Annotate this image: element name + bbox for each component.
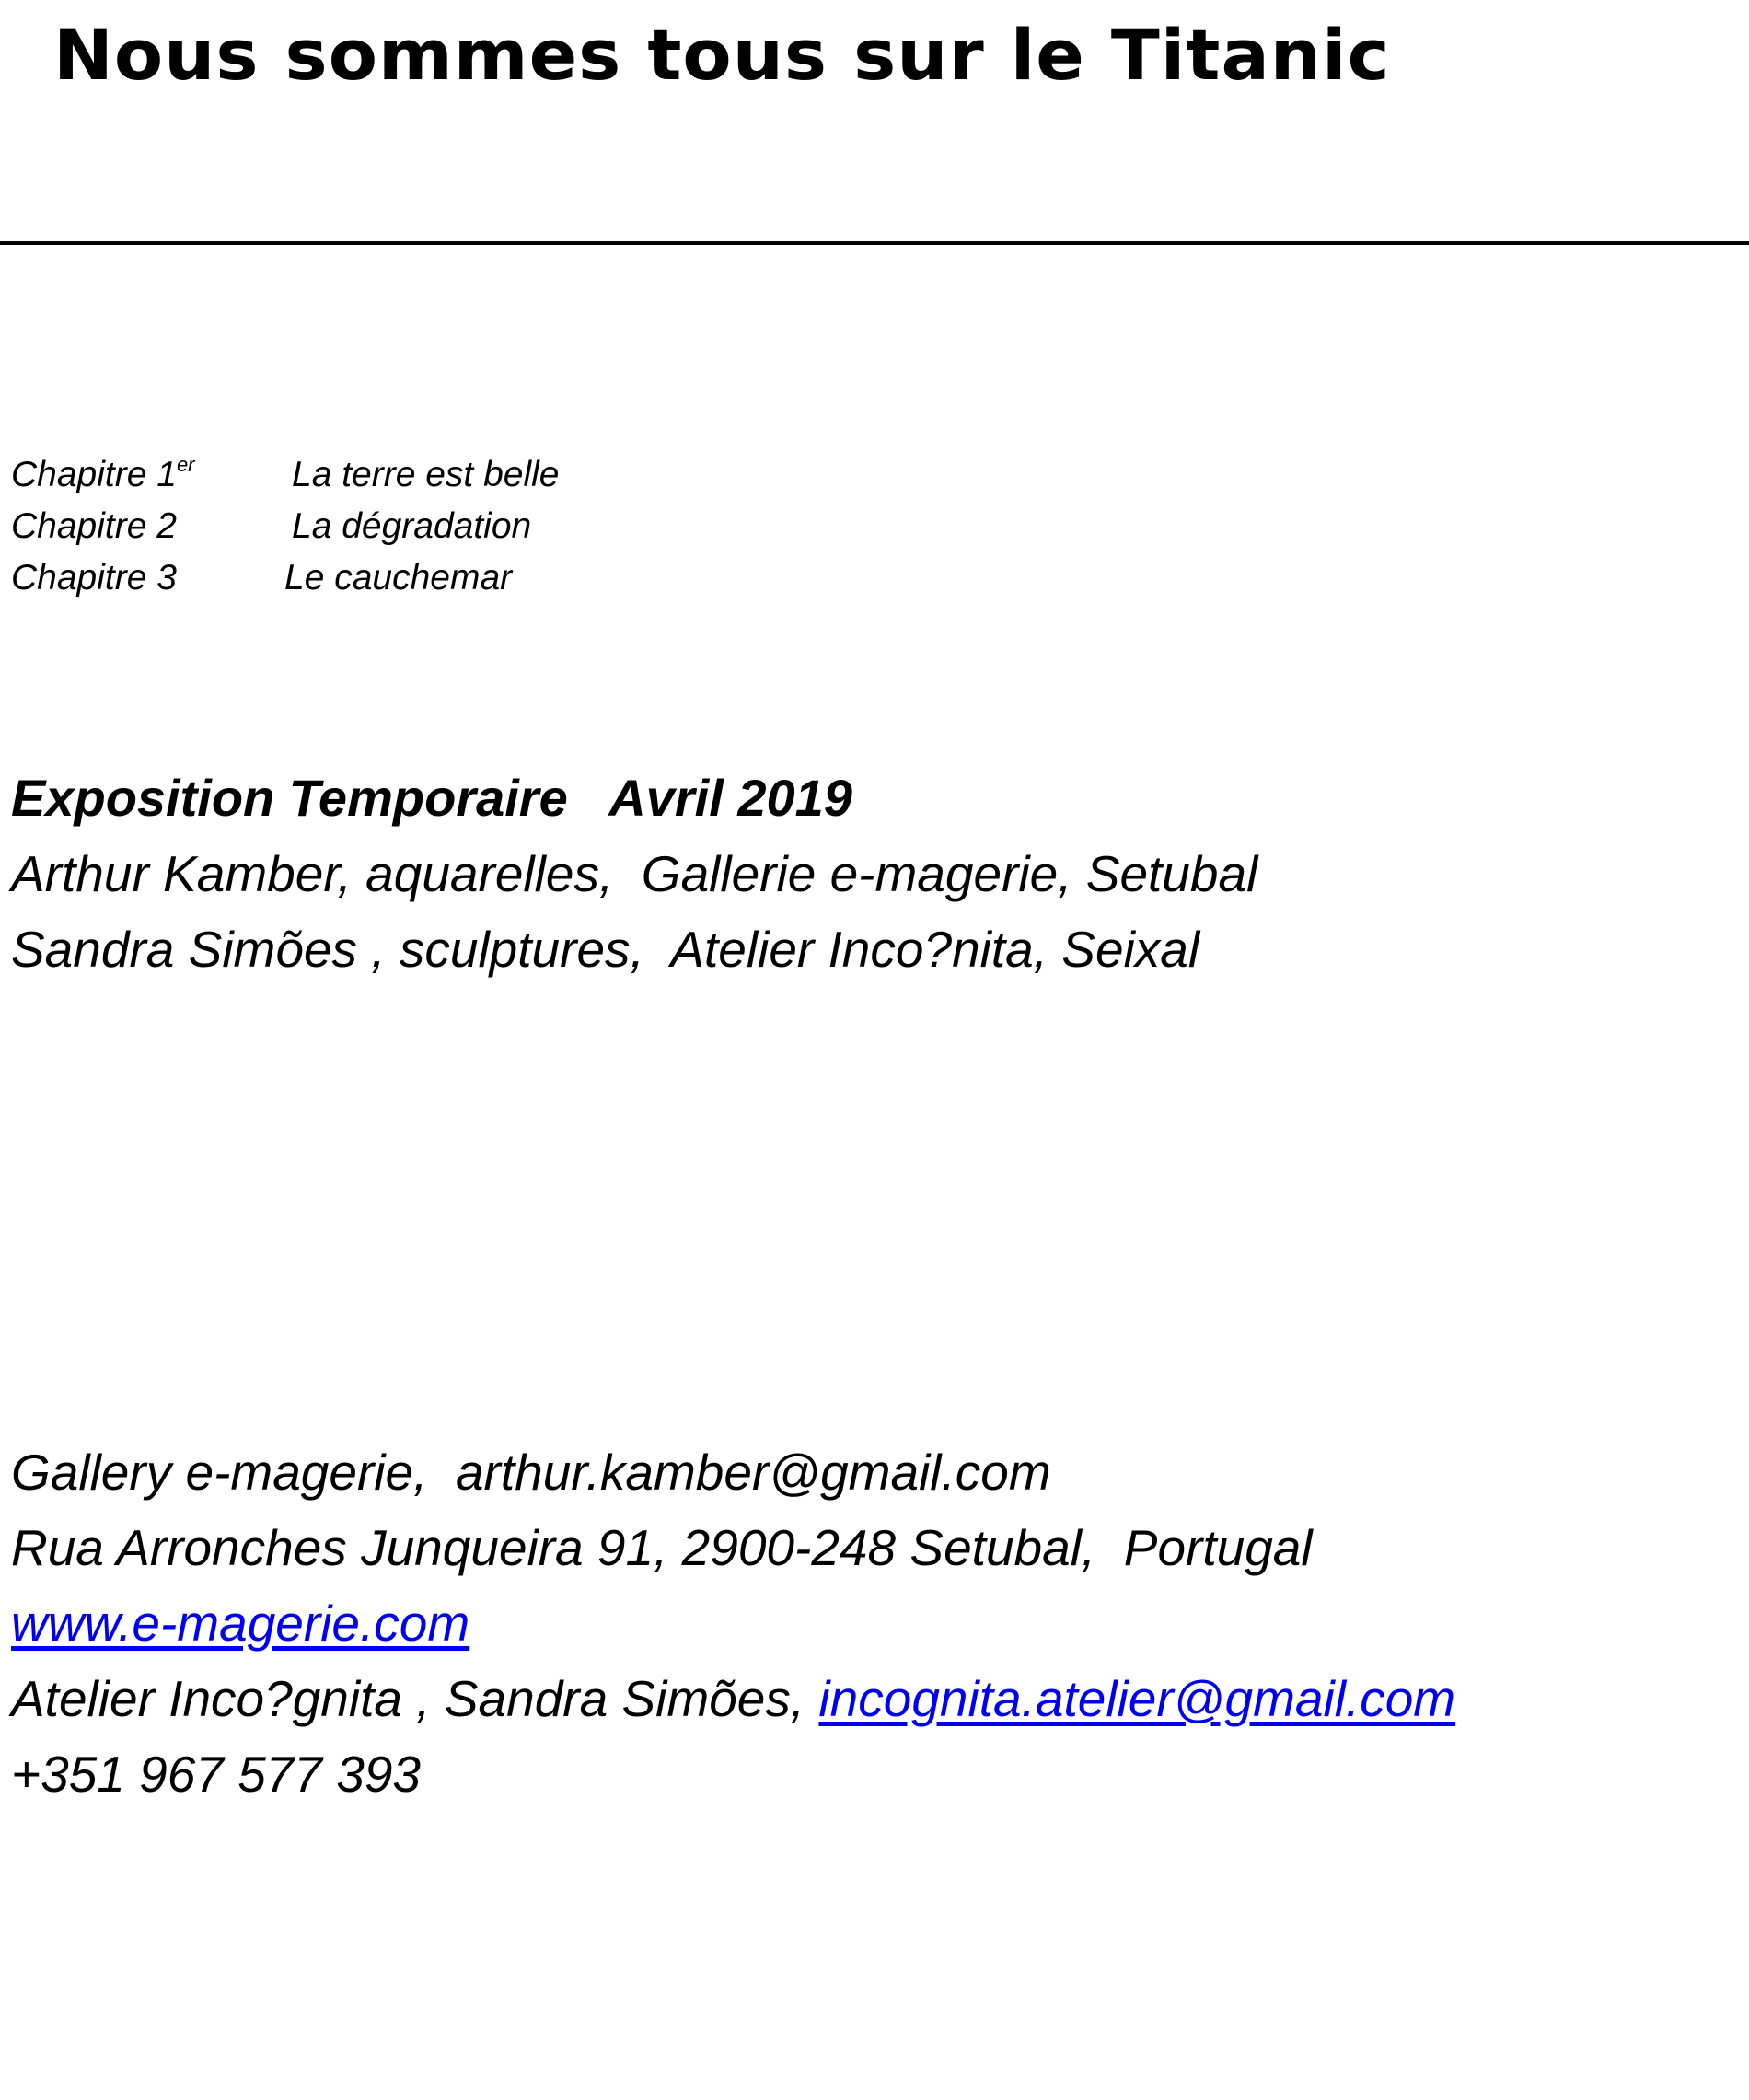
website-link[interactable]: www.e-magerie.com: [11, 1595, 470, 1652]
website-line: [11, 1585, 1455, 1661]
gallery-contact-line: Gallery e-magerie, arthur.kamber@gmail.com: [11, 1444, 1051, 1501]
atelier-email-link[interactable]: incognita.atelier@gmail.com: [818, 1670, 1456, 1727]
phone-number: +351 967 577 393: [11, 1746, 422, 1803]
chapter-name: Le cauchemar: [284, 558, 513, 598]
exposition-heading: Exposition Temporaire Avril 2019: [11, 769, 852, 827]
artist-line: Arthur Kamber, aquarelles, Gallerie e-magerie, Setubal: [11, 845, 1258, 902]
chapter-superscript: er: [176, 453, 195, 476]
address-line: Rua Arronches Junqueira 91, 2900-248 Setubal, Portugal: [11, 1519, 1313, 1576]
horizontal-rule: [0, 241, 1749, 245]
chapter-number: Chapitre 3: [11, 558, 177, 598]
exposition-block: [11, 760, 1257, 987]
chapter-number: Chapitre 1er: [11, 453, 195, 494]
artist-line: Sandra Simões , sculptures, Atelier Inco?nita, Seixal: [11, 921, 1200, 978]
atelier-label: Atelier Inco?gnita , Sandra Simões,: [11, 1670, 819, 1727]
document-title: Nous sommes tous sur le Titanic: [53, 14, 1391, 96]
chapter-number: Chapitre 2: [11, 506, 177, 546]
atelier-contact-line: [11, 1661, 1455, 1736]
chapter-name: La terre est belle: [292, 455, 560, 494]
chapter-name: La dégradation: [292, 506, 532, 546]
contact-block: [11, 1434, 1455, 1812]
